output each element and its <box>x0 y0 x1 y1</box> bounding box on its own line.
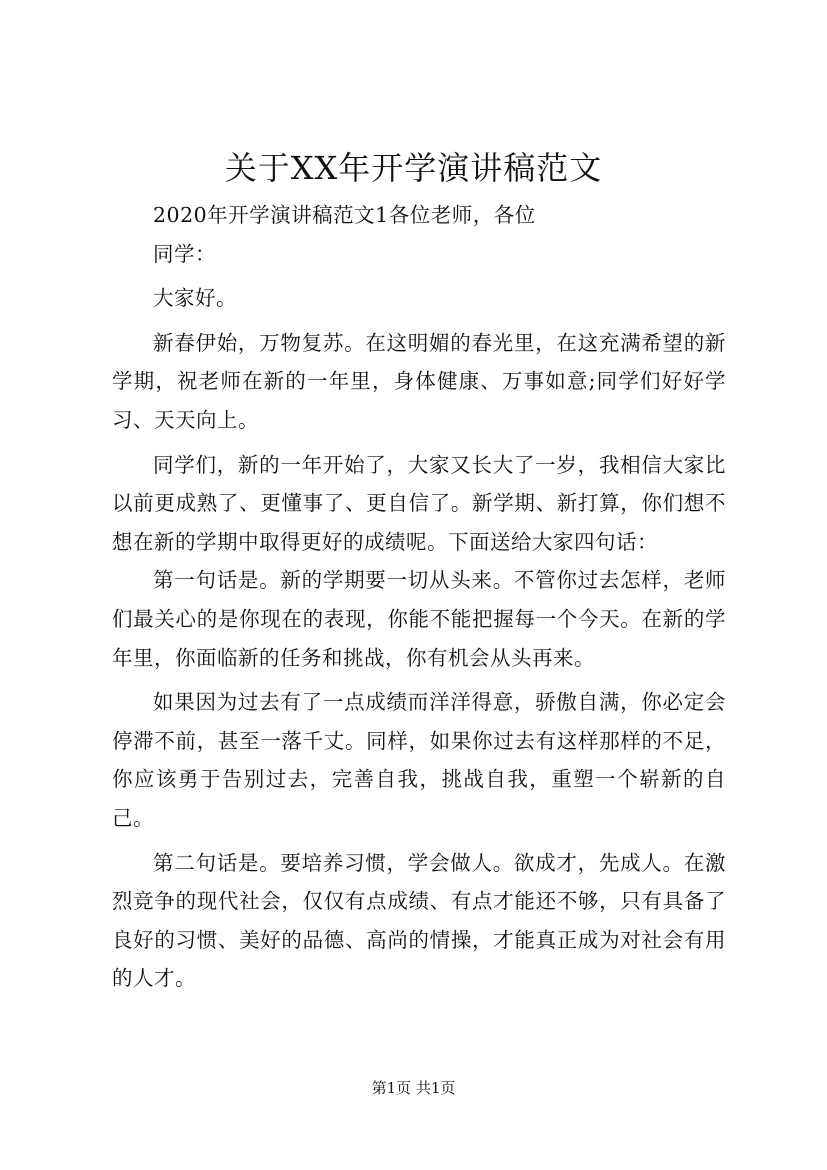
paragraph-new-year: 同学们，新的一年开始了，大家又长大了一岁，我相信大家比以前更成熟了、更懂事了、更自信了。新学期、新打算，你们想不想在新的学期中取得更好的成绩呢。下面送给大家四句话： <box>112 452 726 554</box>
paragraph-second-sentence: 第二句话是。要培养习惯，学会做人。欲成才，先成人。在激烈竞争的现代社会，仅仅有点成绩、有点才能还不够，只有具备了良好的习惯、美好的品德、高尚的情操，才能真正成为对社会有用的人才。 <box>112 850 726 991</box>
document-body <box>112 196 726 998</box>
paragraph-greeting-line2: 同学： <box>153 241 216 266</box>
page-footer <box>0 1078 827 1098</box>
paragraph-first-sentence: 第一句话是。新的学期要一切从头来。不管你过去怎样，老师们最关心的是你现在的表现，你能不能把握每一个今天。在新的学年里，你面临新的任务和挑战，你有机会从头再来。 <box>112 568 726 670</box>
paragraph-greeting-line1: 2020年开学演讲稿范文1各位老师，各位 <box>153 203 536 227</box>
paragraph-hello: 大家好。 <box>153 286 237 311</box>
document-title: 关于XX年开学演讲稿范文 <box>224 149 603 187</box>
paragraph-spring: 新春伊始，万物复苏。在这明媚的春光里，在这充满希望的新学期，祝老师在新的一年里，身体健康、万事如意;同学们好好学习、天天向上。 <box>112 330 726 432</box>
page-number-label: 第1页 共1页 <box>371 1079 456 1097</box>
paragraph-if-past: 如果因为过去有了一点成绩而洋洋得意，骄傲自满，你必定会停滞不前，甚至一落千丈。同样，如果你过去有这样那样的不足，你应该勇于告别过去，完善自我，挑战自我，重塑一个崭新的自己。 <box>112 690 726 830</box>
